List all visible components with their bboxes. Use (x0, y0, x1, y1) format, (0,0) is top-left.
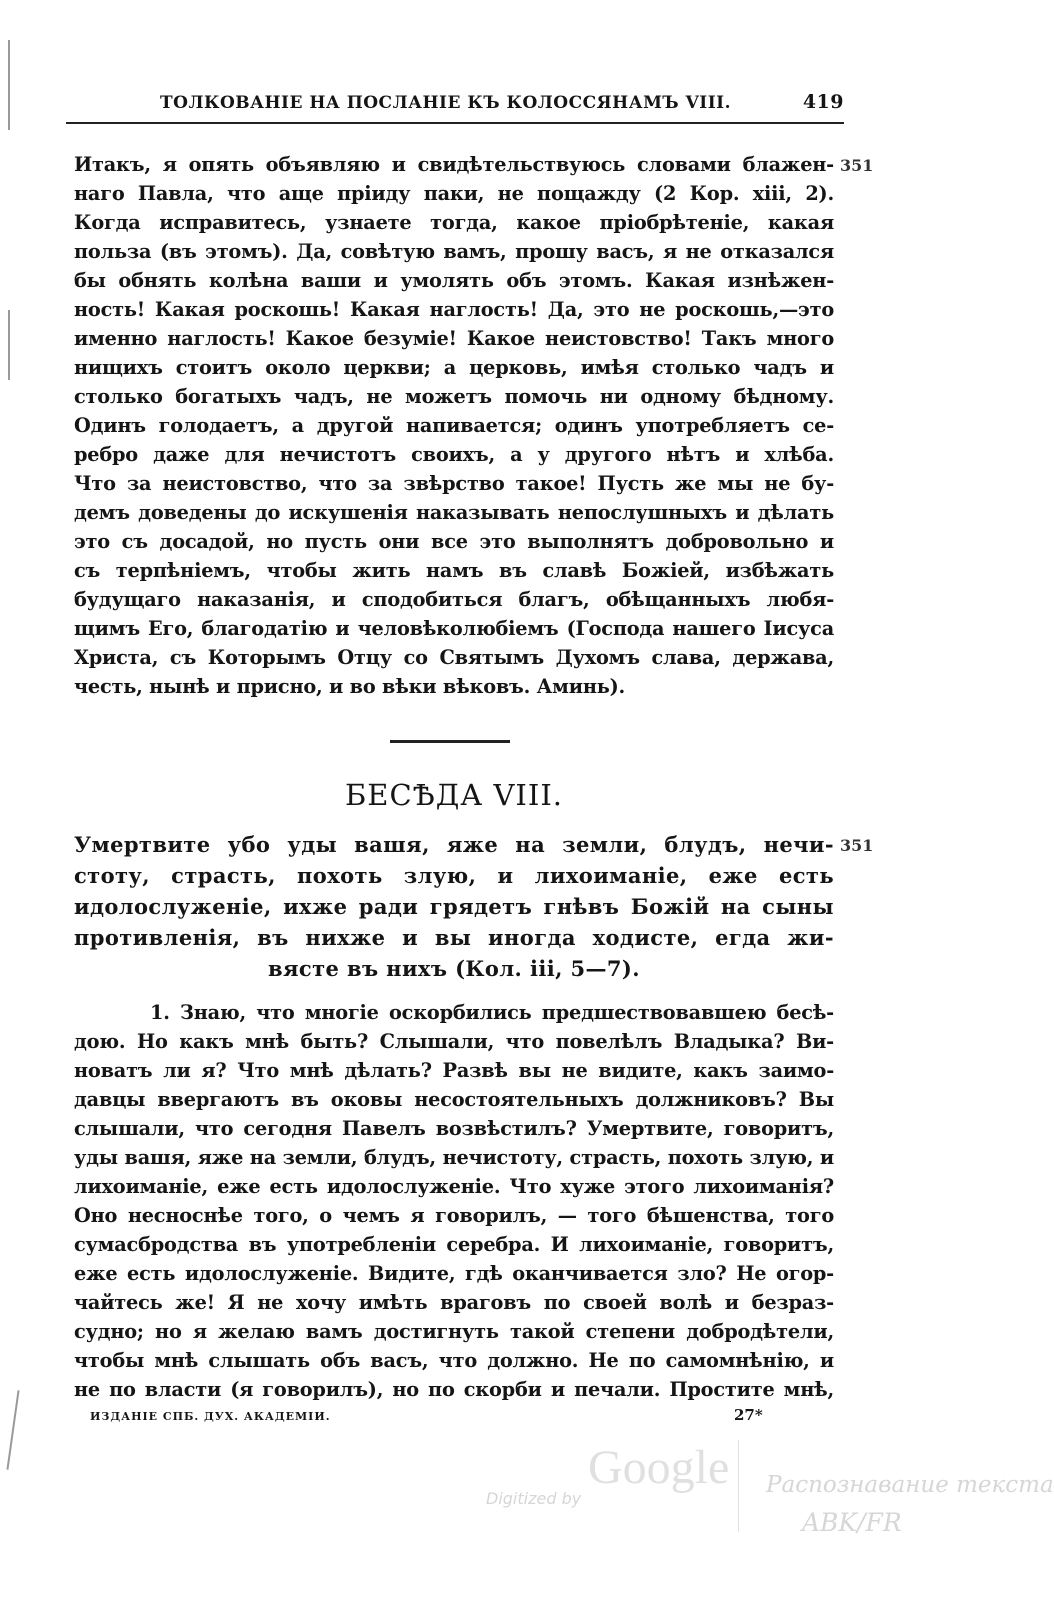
text-line: бы обнять колѣна ваши и умолять объ этомъ. Какая изнѣжен- (74, 269, 834, 292)
text-line: уды вашя, яже на земли, блудъ, нечистоту, страсть, похоть злую, и (74, 1146, 834, 1169)
text-line: ность! Какая роскошь! Какая наглость! Да, это не роскошь,—это (74, 298, 834, 321)
epigraph-line: вясте въ нихъ (Кол. iii, 5—7). (268, 956, 640, 981)
text-line: честь, нынѣ и присно, и во вѣки вѣковъ. Аминь). (74, 675, 626, 698)
header-rule (66, 122, 844, 124)
scan-edge-line (8, 40, 10, 130)
text-line: лихоиманіе, еже есть идолослуженіе. Что хуже этого лихоиманія? (74, 1175, 834, 1198)
text-line: это съ досадой, но пусть они все это выполнятъ добровольно и (74, 530, 834, 553)
text-line: именно наглость! Какое безуміе! Какое неистовство! Такъ много (74, 327, 834, 350)
text-line: демъ доведены до искушенія наказывать непослушныхъ и дѣлать (74, 501, 834, 524)
text-line: Итакъ, я опять объявляю и свидѣтельствуюсь словами блажен- (74, 153, 834, 176)
epigraph-line: стоту, страсть, похоть злую, и лихоиманіе, еже есть (74, 863, 834, 888)
text-line: нищихъ стоитъ около церкви; а церковь, имѣя столько чадъ и (74, 356, 834, 379)
text-line: Одинъ голодаетъ, а другой напивается; одинъ употребляетъ се- (74, 414, 834, 437)
text-line: слышали, что сегодня Павелъ возвѣстилъ? Умертвите, говоритъ, (74, 1117, 834, 1140)
signature-mark: 27* (734, 1406, 763, 1424)
page-number: 419 (802, 91, 844, 113)
recognition-watermark: Распознавание текста (766, 1472, 1054, 1498)
google-watermark: Google (588, 1441, 730, 1494)
digitized-by-watermark: Digitized by (486, 1489, 582, 1508)
epigraph-line: идолослуженіе, ихже ради грядетъ гнѣвъ Божій на сыны (74, 894, 834, 919)
running-header (66, 91, 844, 113)
text-line: Христа, съ Которымъ Отцу со Святымъ Духомъ слава, держава, (74, 646, 834, 669)
text-line: Что за неистовство, что за звѣрство такое! Пусть же мы не бу- (74, 472, 834, 495)
sermon-heading: БЕСѢДА VIII. (344, 778, 564, 812)
publisher-imprint: ИЗДАНІЕ СПБ. ДУХ. АКАДЕМІИ. (90, 1410, 331, 1423)
scan-edge-line (6, 1390, 19, 1469)
text-line: столько богатыхъ чадъ, не можетъ помочь ни одному бѣдному. (74, 385, 834, 408)
text-line: чтобы мнѣ слышать объ васъ, что должно. Не по самомнѣнію, и (74, 1349, 834, 1372)
margin-reference: 351 (840, 836, 874, 855)
text-line: чайтесь же! Я не хочу имѣть враговъ по своей волѣ и безраз- (74, 1291, 834, 1314)
abk-watermark: ABK/FR (802, 1508, 902, 1537)
epigraph-line: противленія, въ нихже и вы иногда ходисте, егда жи- (74, 925, 834, 950)
text-line: сумасбродства въ употребленіи серебра. И лихоиманіе, говоритъ, (74, 1233, 834, 1256)
text-line: щимъ Его, благодатію и человѣколюбіемъ (Господа нашего Іисуса (74, 617, 834, 640)
epigraph-line: Умертвите убо уды вашя, яже на земли, блудъ, нечи- (74, 832, 834, 857)
text-line: польза (въ этомъ). Да, совѣтую вамъ, прошу васъ, я не отказался (74, 240, 834, 263)
text-line: судно; но я желаю вамъ достигнуть такой степени добродѣтели, (74, 1320, 834, 1343)
text-line: не по власти (я говорилъ), но по скорби и печали. Простите мнѣ, (74, 1378, 834, 1401)
margin-reference: 351 (840, 156, 874, 175)
text-line: Оно несноснѣе того, о чемъ я говорилъ, — того бѣшенства, того (74, 1204, 834, 1227)
text-line: давцы ввергаютъ въ оковы несостоятельныхъ должниковъ? Вы (74, 1088, 834, 1111)
running-title: ТОЛКОВАНІЕ НА ПОСЛАНІЕ КЪ КОЛОССЯНАМЪ VIII. (160, 93, 732, 113)
section-separator (390, 740, 510, 743)
scan-edge-line (8, 310, 10, 380)
text-line: 1. Знаю, что многіе оскорбились предшествовавшею бесѣ- (150, 1001, 834, 1024)
watermark-divider (738, 1440, 739, 1532)
text-line: будущаго наказанія, и сподобиться благъ, обѣщанныхъ любя- (74, 588, 834, 611)
text-line: новатъ ли я? Что мнѣ дѣлать? Развѣ вы не видите, какъ заимо- (74, 1059, 834, 1082)
text-line: ребро даже для нечистотъ своихъ, а у другого нѣтъ и хлѣба. (74, 443, 834, 466)
text-line: еже есть идолослуженіе. Видите, гдѣ оканчивается зло? Не огор- (74, 1262, 834, 1285)
text-line: съ терпѣніемъ, чтобы жить намъ въ славѣ Божіей, избѣжать (74, 559, 834, 582)
text-line: наго Павла, что аще пріиду паки, не пощажду (2 Кор. xiii, 2). (74, 182, 834, 205)
text-line: Когда исправитесь, узнаете тогда, какое пріобрѣтеніе, какая (74, 211, 834, 234)
text-line: дою. Но какъ мнѣ быть? Слышали, что повелѣлъ Владыка? Ви- (74, 1030, 834, 1053)
